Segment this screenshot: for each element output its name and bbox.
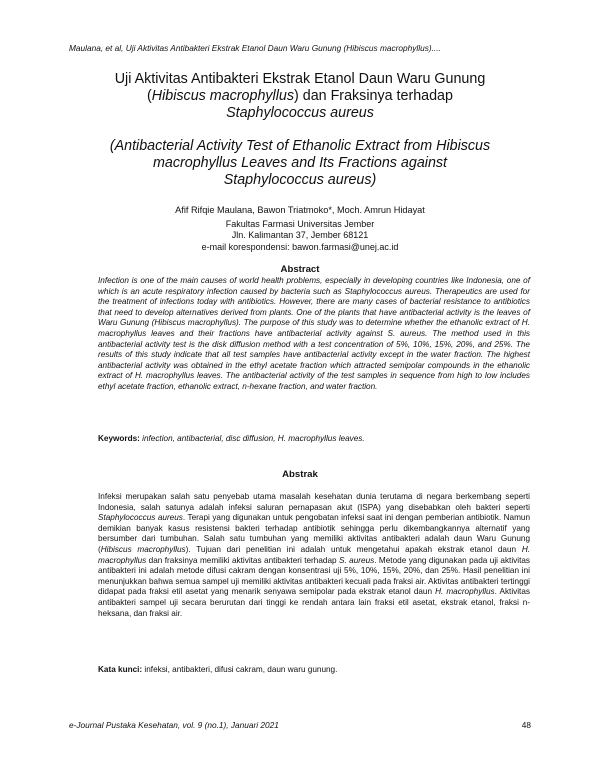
abstrak-text: Infeksi merupakan salah satu penyebab utama masalah kesehatan dunia terutama di negara berkembang seperti Indonesia, salah satunya adalah infeksi saluran pernapasan akut (ISPA) yang disebabkan oleh bakteri seperti Staphylococcus aureus. Terapi yang digunakan untuk pengobatan infeksi saat ini dengan pemberian antibiotik. Namun demikian banyak kasus resistensi bakteri terhadap antibiotik sehingga perlu dikembangkannya alternatif yang bersumber dari tumbuhan. Salah satu tumbuhan yang memiliki aktivitas antibakteri adalah daun Waru Gunung (Hibiscus macrophyllus). Tujuan dari penelitian ini adalah untuk mengetahui apakah ekstrak etanol daun H. macrophyllus dan fraksinya memiliki aktivitas antibakteri terhadap S. aureus. Metode yang digunakan pada uji aktivitas antibakteri ini adalah metode difusi cakram dengan konsentrasi uji 5%, 10%, 15%, 20%, dan 25%. Hasil penelitian ini menunjukkan bahwa semua sampel uji memiliki aktivitas antibakteri kecuali pada fraksi air. Aktivitas antibakteri tertinggi didapat pada fraksi etil asetat yang menarik senyawa semipolar pada ekstrak etanol daun H. macrophyllus. Aktivitas antibakteri sampel uji secara berurutan dari tinggi ke rendah antara lain fraksi etil asetat, ekstrak etanol, fraksi n-heksana, dan fraksi air. (98, 492, 531, 618)
title-en-line-2: macrophyllus Leaves and Its Fractions against (152, 155, 448, 171)
affiliation: Fakultas Farmasi Universitas Jember (225, 218, 375, 229)
title-en-line-1: (Antibacterial Activity Test of Ethanolic Extract from Hibiscus (109, 138, 491, 154)
title-line-3: Staphylococcus aureus (226, 105, 374, 121)
keywords (98, 434, 530, 445)
corresponding-email: e-mail korespondensi: bawon.farmasi@unej.ac.id (201, 241, 399, 252)
running-header: Maulana, et al, Uji Aktivitas Antibakteri Ekstrak Etanol Daun Waru Gunung (Hibiscus macrophyllus).... (69, 43, 441, 53)
journal-citation: e-Journal Pustaka Kesehatan, vol. 9 (no.1), Januari 2021 (69, 720, 279, 730)
kata-kunci (98, 665, 530, 676)
article-title-en (70, 138, 530, 189)
keywords-text: infection, antibacterial, disc diffusion, H. macrophyllus leaves. (142, 434, 365, 443)
abstrak-heading: Abstrak (282, 469, 318, 480)
page-number: 48 (521, 720, 531, 730)
author-block (70, 205, 530, 253)
title-line-2: (Hibiscus macrophyllus) dan Fraksinya terhadap (147, 88, 453, 104)
address: Jln. Kalimantan 37, Jember 68121 (231, 230, 369, 240)
abstract-text: Infection is one of the main causes of world health problems, especially in developing countries like Indonesia, one of which is an acute respiratory infection caused by bacteria such as Staphylococcus aureus. Therapeutics are used for the treatment of infections today with antibiotics. However, there are many cases of bacterial resistance to antibiotics that need to develop alternatives derived from plants. One of the plants that have antibacterial activity is the leaves of Waru Gunung (Hibiscus macrophyllus). The purpose of this study was to determine whether the ethanolic extract of H. macrophyllus leaves and their fractions have antibacterial activity against S. aureus. The method used in this antibacterial activity test is the disk diffusion method with a test concentration of 5%, 10%, 15%, 20%, and 25%. The results of this study indicate that all test samples have antibacterial activity except in the water fraction. The highest antibacterial activity was obtained in the ethyl acetate fraction which attracted semipolar compounds in the ethanolic extract of H. macrophyllus leaves. The antibacterial activity of the test samples in sequence from high to low includes ethyl acetate fraction, ethanolic extract, n-hexane fraction, and water fraction. (98, 276, 530, 391)
article-title-id (70, 71, 530, 122)
author-names: Afif Rifqie Maulana, Bawon Triatmoko*, Moch. Amrun Hidayat (175, 205, 425, 215)
title-line-1: Uji Aktivitas Antibakteri Ekstrak Etanol Daun Waru Gunung (114, 71, 486, 87)
title-en-line-3: Staphylococcus aureus) (223, 172, 377, 188)
kata-kunci-label: Kata kunci: (98, 665, 143, 674)
title-species: Hibiscus macrophyllus (151, 88, 295, 104)
keywords-label: Keywords: (98, 434, 140, 443)
abstract-heading: Abstract (280, 264, 320, 275)
kata-kunci-text: infeksi, antibakteri, difusi cakram, daun waru gunung. (142, 665, 338, 674)
page-footer (69, 720, 531, 730)
